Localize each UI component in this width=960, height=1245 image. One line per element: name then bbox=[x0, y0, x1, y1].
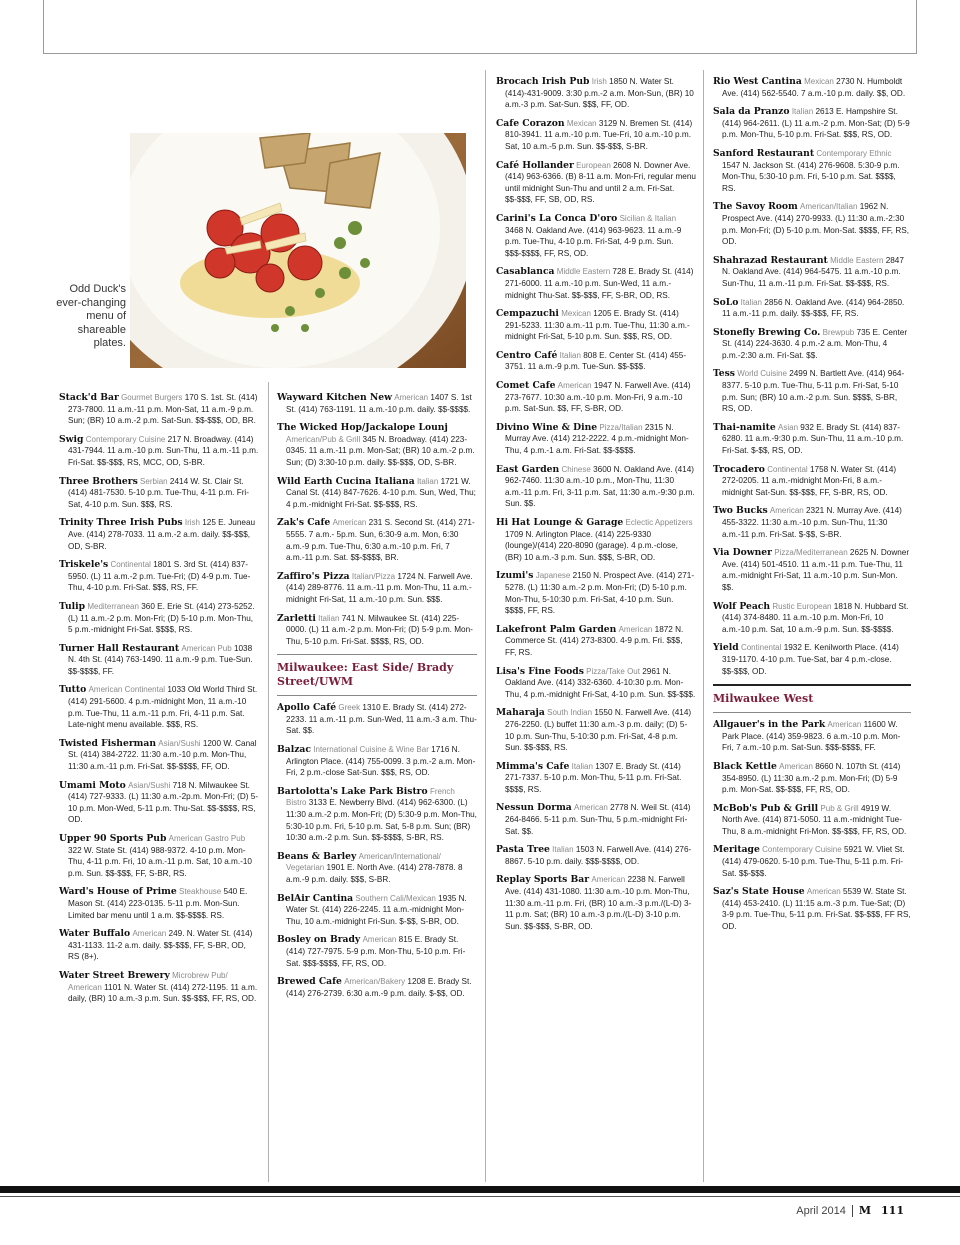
restaurant-name: Thai-namite bbox=[713, 421, 776, 433]
restaurant-details: 217 N. Broadway. (414) 431-7944. 11 a.m.-10 p.m. Sun-Thu, 11 a.m.-11 p.m. Fri-Sat. $$-$$$, RS, MCC, OD, S-BR. bbox=[68, 434, 259, 467]
restaurant-entry bbox=[59, 517, 259, 552]
restaurant-name: Trinity Three Irish Pubs bbox=[59, 517, 183, 529]
restaurant-details: 360 E. Erie St. (414) 273-5252. (L) 11 a.m.-2 p.m. Mon-Fri; (D) 5-10 p.m. Mon-Thu, 5 p.m.-midnight Fri-Sat. $$$$, RS. bbox=[68, 601, 255, 635]
restaurant-category: American bbox=[827, 720, 862, 730]
restaurant-entry bbox=[496, 624, 696, 659]
restaurant-name: Zaffiro's Pizza bbox=[277, 570, 350, 582]
restaurant-name: Sanford Restaurant bbox=[713, 147, 815, 159]
restaurant-category: Sicilian & Italian bbox=[619, 213, 677, 223]
restaurant-entry bbox=[277, 392, 477, 415]
restaurant-details: 5921 W. Vliet St. (414) 479-0620. 5-10 p.m. Tue-Thu, 5-11 p.m. Fri-Sat. $$-$$$. bbox=[722, 845, 905, 878]
restaurant-category: Mediterranean bbox=[87, 601, 139, 611]
restaurant-entry bbox=[59, 780, 259, 826]
restaurant-category: Mexican bbox=[804, 77, 834, 86]
restaurant-category: Pizza/Take Out bbox=[586, 666, 640, 676]
restaurant-entry bbox=[496, 517, 696, 563]
column-rule-1 bbox=[268, 382, 269, 1182]
restaurant-entry bbox=[713, 886, 911, 932]
restaurant-details: 125 E. Juneau Ave. (414) 278-7033. 11 a.m.-2 a.m. daily. $$-$$$, OD, S-BR. bbox=[68, 518, 256, 551]
restaurant-entry bbox=[277, 422, 477, 468]
restaurant-name: Two Bucks bbox=[713, 505, 768, 517]
footer-magazine: M bbox=[858, 1204, 872, 1217]
restaurant-entry bbox=[496, 666, 696, 701]
restaurant-entry bbox=[713, 327, 911, 362]
restaurant-category: American bbox=[332, 518, 367, 528]
restaurant-details: 1962 N. Prospect Ave. (414) 270-9933. (L) 11:30 a.m.-2:30 p.m. Mon-Fri; (D) 5-10 p.m. Mon-Sat. $$$$, FF, RS, OD. bbox=[722, 202, 909, 247]
restaurant-category: Eclectic Appetizers bbox=[625, 518, 693, 527]
restaurant-name: BelAir Cantina bbox=[277, 892, 354, 904]
listing-column-1 bbox=[59, 392, 259, 1012]
restaurant-entry bbox=[59, 434, 259, 469]
restaurant-entry bbox=[59, 559, 259, 594]
restaurant-name: The Savoy Room bbox=[713, 201, 798, 213]
restaurant-category: American bbox=[132, 929, 167, 939]
restaurant-name: Nessun Dorma bbox=[496, 802, 572, 814]
restaurant-details: 815 E. Brady St. (414) 727-7975. 5-9 p.m. Mon-Thu, 5-10 p.m. Fri-Sat. $$$-$$$$, FF, RS, OD. bbox=[286, 935, 466, 968]
column-rule-3 bbox=[703, 70, 704, 1182]
restaurant-name: Apollo Café bbox=[277, 702, 337, 714]
restaurant-details: 1709 N. Arlington Place. (414) 225-9330 (lounge)/(414) 220-8090 (garage). 4 p.m.-close, (BR) 10 a.m.-3 p.m. Sun. $$$, S-BR, OD. bbox=[505, 529, 678, 562]
restaurant-details: 540 E. Mason St. (414) 223-0135. 5-11 p.m. Mon-Sun. Limited bar menu until 1 a.m. $$-$$$$. RS. bbox=[68, 887, 248, 920]
section-heading-west: Milwaukee West bbox=[713, 692, 814, 706]
restaurant-entry bbox=[496, 308, 696, 343]
restaurant-category: American bbox=[574, 803, 608, 813]
restaurant-details: 1205 E. Brady St. (414) 291-5233. 11:30 a.m.-11 p.m. Tue-Thu, 11:30 a.m.-midnight Fri-Sat, 5-10 p.m. Sun. $$$, RS, OD. bbox=[505, 309, 690, 342]
restaurant-details: 1407 S. 1st St. (414) 763-1191. 11 a.m.-10 p.m. daily. $$-$$$$. bbox=[286, 393, 472, 414]
restaurant-category: Irish bbox=[591, 77, 607, 86]
page-number: 111 bbox=[881, 1204, 904, 1217]
restaurant-entry bbox=[496, 874, 696, 932]
restaurant-category: American/Italian bbox=[800, 202, 858, 212]
restaurant-name: Rio West Cantina bbox=[713, 76, 802, 87]
restaurant-entry bbox=[496, 213, 696, 259]
restaurant-details: 2847 N. Oakland Ave. (414) 964-5475. 11 a.m.-10 p.m. Sun-Thu, 11 a.m.-11 p.m. Fri-Sat. $$-$$$, RS. bbox=[722, 255, 904, 288]
restaurant-name: Shahrazad Restaurant bbox=[713, 254, 828, 266]
restaurant-entry bbox=[713, 76, 911, 99]
restaurant-category: Southern Cali/Mexican bbox=[355, 893, 436, 903]
restaurant-entry bbox=[59, 392, 259, 427]
restaurant-entry bbox=[496, 76, 696, 111]
restaurant-details: 4919 W. North Ave. (414) 871-5050. 11 a.m.-midnight Tue-Thu, 8 a.m.-midnight Fri-Mon. $$-$$$, FF, RS, OD. bbox=[722, 803, 907, 836]
restaurant-name: Yield bbox=[713, 642, 739, 654]
restaurant-details: 1935 N. Water St. (414) 226-2245. 11 a.m.-midnight Mon-Thu, 10 a.m.-midnight Fri-Sun. $-$$, S-BR, OD. bbox=[286, 893, 467, 926]
section-divider bbox=[277, 654, 477, 655]
restaurant-entry bbox=[496, 118, 696, 153]
restaurant-entry bbox=[277, 571, 477, 606]
restaurant-entry bbox=[713, 844, 911, 879]
restaurant-details: 345 N. Broadway. (414) 223-0345. 11 a.m.-11 p.m. Mon-Sat; (BR) 10 a.m.-2 p.m. Sun; (D) 3:30-10 p.m. daily. $$-$$$, OD, S-BR. bbox=[286, 434, 475, 467]
restaurant-entry bbox=[713, 297, 911, 320]
restaurant-name: Carini's La Conca D'oro bbox=[496, 212, 618, 224]
restaurant-details: 5539 W. State St. (414) 453-2410. (L) 11:15 a.m.-3 p.m. Tue-Sat; (D) 3-9 p.m. Tue-Thu, 5-11 p.m. Fri-Sat. $$-$$$, FF RS, OD. bbox=[722, 887, 911, 932]
restaurant-category: Contemporary Cuisine bbox=[85, 434, 166, 444]
restaurant-entry bbox=[496, 350, 696, 373]
restaurant-details: 735 E. Center St. (414) 224-3630. 4 p.m.-2 a.m. Mon-Thu, 4 p.m.-2:30 a.m. Fri-Sat. $$. bbox=[722, 327, 908, 360]
restaurant-details: 718 N. Milwaukee St. (414) 727-9333. (L) 11:30 a.m.-2p.m. Mon-Fri; (D) 5-10 p.m. Mon-Wed, 5-11 p.m. Thu-Sat. $$-$$$$, RS, OD. bbox=[68, 780, 259, 825]
restaurant-details: 1101 N. Water St. (414) 272-1195. 11 a.m. daily, (BR) 10 a.m.-3 p.m. Sun. $$-$$$, FF, RS, OD. bbox=[68, 982, 258, 1004]
restaurant-name: Brewed Cafe bbox=[277, 976, 342, 988]
restaurant-category: French Bistro bbox=[286, 786, 455, 808]
footer-bar bbox=[0, 1186, 960, 1193]
restaurant-name: Brocach Irish Pub bbox=[496, 76, 590, 87]
restaurant-entry bbox=[713, 547, 911, 593]
restaurant-category: Middle Eastern bbox=[556, 267, 611, 277]
restaurant-name: Ward's House of Prime bbox=[59, 886, 177, 898]
restaurant-category: Pizza/Italian bbox=[599, 422, 643, 432]
footer-separator bbox=[852, 1205, 853, 1217]
restaurant-category: American/International/ Vegetarian bbox=[286, 851, 441, 873]
restaurant-name: Zarletti bbox=[277, 612, 316, 624]
restaurant-category: American bbox=[806, 887, 841, 897]
restaurant-entry bbox=[713, 255, 911, 290]
restaurant-entry bbox=[277, 934, 477, 969]
restaurant-name: Three Brothers bbox=[59, 475, 138, 487]
restaurant-entry bbox=[277, 517, 477, 563]
restaurant-details: 1033 Old World Third St. (414) 291-5600. 4 p.m.-midnight Mon, 11 a.m.-10 p.m. Tue-Thu, 11 a.m.-11 p.m. Fri, 4-11 p.m. Sat. Late-night menu available. $$$, RS. bbox=[68, 685, 258, 730]
page-footer bbox=[796, 1204, 904, 1217]
restaurant-details: 2856 N. Oakland Ave. (414) 964-2850. 11 a.m.-11 p.m. daily. $$-$$$, FF, RS. bbox=[722, 297, 905, 319]
restaurant-details: 1872 N. Commerce St. (414) 273-8300. 4-9 p.m. Fri. $$$, FF, RS. bbox=[505, 624, 684, 657]
restaurant-details: 1850 N. Water St. (414)-431-9009. 3:30 p.m.-2 a.m. Mon-Sun, (BR) 10 a.m.-3 p.m. Sat-Sun. $$$, FF, OD. bbox=[505, 77, 694, 110]
restaurant-category: Asian bbox=[778, 422, 799, 432]
restaurant-details: 2321 N. Murray Ave. (414) 455-3322. 11:30 a.m.-10 p.m. Sun-Thu, 11:30 a.m.-11 p.m. Fri-Sat. $-$$, S-BR. bbox=[722, 506, 902, 539]
restaurant-details: 1901 E. North Ave. (414) 278-7878. 8 a.m.-9 p.m. daily. $$$, S-BR. bbox=[286, 863, 463, 884]
restaurant-name: Casablanca bbox=[496, 266, 555, 278]
restaurant-entry bbox=[713, 106, 911, 141]
restaurant-category: Chinese bbox=[561, 464, 591, 474]
restaurant-entry bbox=[59, 833, 259, 879]
photo-caption: Odd Duck's ever-changing menu of shareable plates. bbox=[56, 283, 126, 349]
frame-line-right bbox=[916, 0, 917, 54]
section-divider bbox=[713, 684, 911, 686]
restaurant-details: 1716 N. Arlington Place. (414) 755-0099. 3 p.m.-2 a.m. Mon-Fri, 2 p.m.-close Sat-Sun. $$$, RS, OD. bbox=[286, 745, 476, 778]
restaurant-name: Stonefly Brewing Co. bbox=[713, 326, 821, 338]
restaurant-name: East Garden bbox=[496, 463, 560, 475]
restaurant-name: Café Hollander bbox=[496, 159, 574, 171]
food-photo bbox=[130, 133, 466, 368]
restaurant-name: Sala da Pranzo bbox=[713, 106, 790, 118]
restaurant-details: 2730 N. Humboldt Ave. (414) 562-5540. 7 a.m.-10 p.m. daily. $$, OD. bbox=[722, 77, 906, 98]
restaurant-details: 3129 N. Bremen St. (414) 810-3941. 11 a.m.-10 p.m. Tue-Fri, 10 a.m.-10 p.m. Sat, 10 a.m.-5 p.m. Sun. $$-$$$, S-BR. bbox=[505, 118, 693, 151]
restaurant-category: European bbox=[576, 160, 611, 170]
column-rule-2 bbox=[485, 70, 486, 1182]
restaurant-name: Mimma's Cafe bbox=[496, 760, 570, 772]
restaurant-category: Brewpub bbox=[822, 327, 855, 337]
restaurant-details: 2150 N. Prospect Ave. (414) 271-5278. (L) 11:30 a.m.-2 p.m. Mon-Fri; (D) 5-10 p.m. Mon-Thu, 5-10:30 p.m. Fri-Sat, 4-10 p.m. Sun. $$$$, FF, RS. bbox=[505, 571, 695, 616]
restaurant-name: Cempazuchi bbox=[496, 308, 559, 320]
restaurant-details: 249. N. Water St. (414) 431-1133. 11-2 a.m. daily. $$-$$$, FF, S-BR, OD, RS (8+). bbox=[68, 929, 253, 962]
restaurant-entry bbox=[496, 761, 696, 796]
restaurant-category: Pub & Grill bbox=[820, 803, 859, 813]
restaurant-category: Mexican bbox=[566, 118, 597, 128]
restaurant-name: McBob's Pub & Grill bbox=[713, 802, 819, 814]
restaurant-name: Divino Wine & Dine bbox=[496, 421, 598, 433]
restaurant-category: American/Bakery bbox=[344, 977, 406, 987]
restaurant-entry bbox=[713, 368, 911, 414]
restaurant-category: Italian bbox=[416, 476, 439, 486]
restaurant-name: Zak's Cafe bbox=[277, 517, 331, 529]
restaurant-entry bbox=[496, 160, 696, 206]
frame-line-top bbox=[43, 53, 917, 54]
section-divider bbox=[277, 695, 477, 696]
restaurant-entry bbox=[496, 266, 696, 301]
restaurant-entry bbox=[713, 505, 911, 540]
restaurant-category: American bbox=[779, 761, 813, 771]
restaurant-name: Triskele's bbox=[59, 559, 109, 571]
restaurant-details: 1818 N. Hubbard St. (414) 374-8480. 11 a.m.-10 p.m. Mon-Fri, 10 a.m.-10 p.m. Sat, 10 a.m.-9 p.m. Sun. $$-$$$$. bbox=[722, 601, 909, 634]
restaurant-category: Asian/Sushi bbox=[158, 738, 201, 748]
frame-line-left bbox=[43, 0, 44, 54]
restaurant-category: Gourmet Burgers bbox=[121, 393, 183, 402]
restaurant-details: 1550 N. Farwell Ave. (414) 276-2250. (L) buffet 11:30 a.m.-3 p.m. daily; (D) 5-10 p.m. Sun-Thu, 5-10:30 p.m. Fri-Sat, 4-8 p.m. Sun. $$-$$$, RS. bbox=[505, 708, 692, 753]
restaurant-name: Bartolotta's Lake Park Bistro bbox=[277, 785, 428, 797]
restaurant-category: American/Pub & Grill bbox=[286, 434, 361, 444]
restaurant-entry bbox=[496, 422, 696, 457]
restaurant-entry bbox=[59, 643, 259, 678]
restaurant-details: 1721 W. Canal St. (414) 847-7626. 4-10 p.m. Sun, Wed, Thu; 4 p.m.-midnight Fri-Sat. $$-$$$, RS. bbox=[286, 476, 476, 509]
restaurant-details: 1200 W. Canal St. (414) 384-2722. 11:30 a.m.-10 p.m. Mon-Thu, 11:30 a.m.-11 p.m. Fri-Sat. $$-$$$$, FF, OD. bbox=[68, 738, 257, 772]
restaurant-category: Italian bbox=[740, 297, 762, 307]
restaurant-details: 741 N. Milwaukee St. (414) 225-0000. (L) 11 a.m.-2 p.m. Mon-Fri; (D) 5-9 p.m. Mon-Thu, 5-10 p.m. Fri-Sat. $$$$, RS, OD. bbox=[286, 613, 473, 646]
restaurant-category: Contemporary Cuisine bbox=[762, 845, 842, 855]
restaurant-category: American bbox=[618, 624, 653, 634]
restaurant-category: American bbox=[394, 393, 429, 402]
restaurant-category: American Gastro Pub bbox=[168, 834, 246, 843]
restaurant-details: 932 E. Brady St. (414) 837-6280. 11 a.m.-9:30 p.m. Sun-Thu, 11 a.m.-10 p.m. Fri-Sat. $-$$, RS, OD. bbox=[722, 422, 904, 456]
footer-rule bbox=[0, 1196, 960, 1197]
restaurant-category: Asian/Sushi bbox=[128, 780, 171, 790]
restaurant-entry bbox=[59, 738, 259, 773]
restaurant-name: Water Street Brewery bbox=[59, 969, 170, 981]
restaurant-name: Twisted Fisherman bbox=[59, 737, 157, 749]
restaurant-category: American bbox=[769, 506, 804, 516]
restaurant-name: Tutto bbox=[59, 684, 87, 696]
restaurant-details: 1208 E. Brady St. (414) 276-2739. 6:30 a.m.-9 p.m. daily. $-$$, OD. bbox=[286, 977, 472, 998]
restaurant-details: 170 S. 1st. St. (414) 273-7800. 11 a.m.-11 p.m. Mon-Sat, 11 a.m.-9 p.m. Sun; (BR) 10 a.m.-2 p.m. Sat-Sun. $$-$$$, OD, BR. bbox=[68, 393, 258, 426]
restaurant-details: 3133 E. Newberry Blvd. (414) 962-6300. (L) 11:30 a.m.-2 p.m. Mon-Fri; (D) 5:30-9 p.m. Mon-Thu, 5:30-10 p.m. Fri, 5-10 p.m. Sat, 5-8 p.m. Sun; (BR) 10:30 a.m.-2 p.m. Sun. $$-$$$$, S-BR, RS. bbox=[286, 798, 477, 843]
section-divider bbox=[713, 712, 911, 713]
restaurant-name: Wayward Kitchen New bbox=[277, 392, 393, 403]
restaurant-name: Allgauer's in the Park bbox=[713, 719, 826, 731]
restaurant-entry bbox=[713, 761, 911, 796]
restaurant-entry bbox=[277, 851, 477, 886]
restaurant-category: Contemporary Ethnic bbox=[816, 148, 892, 158]
restaurant-entry bbox=[496, 844, 696, 867]
restaurant-name: Swig bbox=[59, 433, 84, 445]
restaurant-entry bbox=[496, 380, 696, 415]
restaurant-entry bbox=[277, 893, 477, 928]
restaurant-entry bbox=[496, 464, 696, 510]
restaurant-category: Irish bbox=[184, 518, 200, 528]
restaurant-details: 1038 N. 4th St. (414) 763-1490. 11 a.m.-9 p.m. Tue-Sun. $$-$$$$, FF. bbox=[68, 643, 253, 676]
restaurant-category: American bbox=[591, 875, 626, 885]
restaurant-name: Bosley on Brady bbox=[277, 934, 361, 946]
restaurant-name: Pasta Tree bbox=[496, 844, 550, 856]
restaurant-category: South Indian bbox=[547, 708, 593, 718]
restaurant-details: 2499 N. Bartlett Ave. (414) 964-8377. 5-10 p.m. Tue-Thu, 5-11 p.m. Fri-Sat, 5-10 p.m. Sun; (BR) 10 a.m.-2 p.m. Sun. $$$$, S-BR, RS, OD. bbox=[722, 369, 905, 414]
restaurant-category: Greek bbox=[338, 703, 361, 713]
restaurant-entry bbox=[59, 684, 259, 730]
restaurant-details: 1947 N. Farwell Ave. (414) 273-7677. 10:30 a.m.-10 p.m. Mon-Fri, 9 a.m.-10 p.m. Sat-Sun. $$, FF, S-BR, OD. bbox=[505, 381, 691, 414]
restaurant-name: Beans & Barley bbox=[277, 850, 357, 862]
restaurant-category: Japanese bbox=[535, 571, 571, 581]
restaurant-entry bbox=[277, 613, 477, 648]
restaurant-category: Rustic European bbox=[772, 601, 832, 611]
listing-column-3 bbox=[496, 76, 696, 939]
restaurant-entry bbox=[713, 803, 911, 838]
restaurant-entry bbox=[713, 642, 911, 677]
restaurant-entry bbox=[59, 476, 259, 511]
restaurant-name: Centro Café bbox=[496, 349, 558, 361]
restaurant-entry bbox=[713, 422, 911, 457]
restaurant-name: SoLo bbox=[713, 296, 739, 308]
restaurant-name: Comet Cafe bbox=[496, 380, 556, 392]
restaurant-details: 11600 W. Park Place. (414) 359-9823. 6 a.m.-10 p.m. Mon-Fri, 7 a.m.-10 p.m. Sat-Sun. $$$-$$$$, FF. bbox=[722, 720, 901, 753]
restaurant-name: Trocadero bbox=[713, 463, 765, 475]
restaurant-entry bbox=[496, 707, 696, 753]
restaurant-entry bbox=[713, 464, 911, 499]
restaurant-category: Middle Eastern bbox=[830, 255, 884, 265]
restaurant-name: Cafe Corazon bbox=[496, 117, 565, 129]
listing-column-4 bbox=[713, 76, 911, 940]
footer-month: April 2014 bbox=[796, 1205, 846, 1217]
restaurant-name: Meritage bbox=[713, 844, 760, 856]
restaurant-name: Umami Moto bbox=[59, 779, 126, 791]
restaurant-entry bbox=[59, 886, 259, 921]
restaurant-category: Italian/Pizza bbox=[351, 571, 396, 581]
restaurant-details: 2608 N. Downer Ave. (414) 963-6366. (B) 8-11 a.m. Mon-Fri, regular menu until midnight Sun-Thu and until 2 a.m. Fri-Sat. $$-$$$, FF, SB, OD, RS. bbox=[505, 160, 696, 205]
restaurant-name: Black Kettle bbox=[713, 760, 777, 772]
restaurant-name: Water Buffalo bbox=[59, 928, 131, 940]
restaurant-entry bbox=[59, 601, 259, 636]
restaurant-entry bbox=[277, 744, 477, 779]
restaurant-category: Continental bbox=[740, 643, 782, 653]
restaurant-category: International Cuisine & Wine Bar bbox=[313, 745, 429, 755]
restaurant-entry bbox=[277, 976, 477, 999]
restaurant-details: 2315 N. Murray Ave. (414) 212-2222. 4 p.m.-midnight Mon-Thu, 4 p.m.-1 a.m. Fri-Sat. $$-$$$$. bbox=[505, 422, 689, 456]
restaurant-name: Stack'd Bar bbox=[59, 392, 119, 403]
restaurant-name: The Wicked Hop/Jackalope Lounj bbox=[277, 422, 448, 434]
restaurant-entry bbox=[496, 802, 696, 837]
restaurant-entry bbox=[277, 702, 477, 737]
restaurant-name: Replay Sports Bar bbox=[496, 874, 590, 886]
restaurant-entry bbox=[59, 970, 259, 1005]
restaurant-details: 1932 E. Kenilworth Place. (414) 319-1170. 4-10 p.m. Tue-Sat, bar 4 p.m.-close. $$-$$$, OD. bbox=[722, 643, 899, 676]
restaurant-name: Saz's State House bbox=[713, 886, 805, 898]
restaurant-details: 2625 N. Downer Ave. (414) 501-4510. 11 a.m.-11 p.m. Tue-Thu, 11 a.m.-midnight Fri-Sat, 11 a.m.-10 p.m. Sun-Mon. $$. bbox=[722, 548, 910, 592]
restaurant-details: 1503 N. Farwell Ave. (414) 276-8867. 5-10 p.m. daily. $$$-$$$$, OD. bbox=[505, 845, 692, 866]
restaurant-details: 1724 N. Farwell Ave. (414) 289-8776. 11 a.m.-11 p.m. Mon-Thu, 11 a.m.-midnight Fri-Sat, 11 a.m.-10 p.m. Sun. $$$. bbox=[286, 571, 473, 604]
restaurant-name: Wolf Peach bbox=[713, 600, 771, 612]
restaurant-category: American Pub bbox=[181, 643, 232, 653]
restaurant-name: Upper 90 Sports Pub bbox=[59, 833, 167, 844]
restaurant-details: 3468 N. Oakland Ave. (414) 963-9623. 11 a.m.-9 p.m. Tue-Thu, 4-10 p.m. Fri-Sat, 4-9 p.m. Sun. $$$-$$$$, FF, RS, OD. bbox=[505, 225, 682, 258]
restaurant-details: 1801 S. 3rd St. (414) 837-5950. (L) 11 a.m.-2 p.m. Tue-Fri; (D) 4-9 p.m. Tue-Thu, 4-10 p.m. Fri-Sat. $$$, RS, FF. bbox=[68, 560, 251, 593]
restaurant-entry bbox=[277, 476, 477, 511]
restaurant-name: Maharaja bbox=[496, 707, 545, 719]
restaurant-name: Hi Hat Lounge & Garage bbox=[496, 517, 624, 528]
restaurant-details: 2613 E. Hampshire St. (414) 964-2611. (L) 11 a.m.-2 p.m. Mon-Sat; (D) 5-9 p.m. Mon-Thu, 5-10 p.m. Fri-Sat. $$$, RS, OD. bbox=[722, 107, 910, 140]
restaurant-details: 728 E. Brady St. (414) 271-6000. 11 a.m.-10 p.m. Sun-Wed, 11 a.m.-midnight Thu-Sat. $$-$$$, FF, S-BR, OD, RS. bbox=[505, 267, 694, 300]
restaurant-name: Balzac bbox=[277, 744, 311, 756]
restaurant-category: Steakhouse bbox=[179, 887, 222, 897]
restaurant-details: 808 E. Center St. (414) 455-3751. 11 a.m.-9 p.m. Tue-Sun. $$-$$$. bbox=[505, 350, 687, 372]
restaurant-category: Continental bbox=[767, 464, 808, 474]
restaurant-name: Wild Earth Cucina Italiana bbox=[277, 475, 415, 487]
restaurant-category: Mexican bbox=[561, 309, 591, 319]
restaurant-entry bbox=[713, 148, 911, 194]
restaurant-category: Italian bbox=[552, 845, 574, 855]
restaurant-details: 1310 E. Brady St. (414) 272-2233. 11 a.m.-11 p.m. Sun-Wed, 11 a.m.-3 a.m. Thu-Sat. $$. bbox=[286, 703, 477, 736]
restaurant-details: 3600 N. Oakland Ave. (414) 962-7460. 11:30 a.m.-10 p.m., Mon-Thu, 11:30 a.m.-11 p.m. Fri, 3-11 p.m. Sat, 11:30 a.m.-9:30 p.m. Sun. $$. bbox=[505, 464, 695, 509]
restaurant-name: Tulip bbox=[59, 600, 86, 612]
restaurant-category: Italian bbox=[318, 613, 340, 623]
restaurant-details: 2414 W. St. Clair St. (414) 481-7530. 5-10 p.m. Tue-Thu, 4-11 p.m. Fri-Sat, 4-10 p.m. Sun. $$$, RS. bbox=[68, 476, 249, 509]
restaurant-entry bbox=[713, 719, 911, 754]
restaurant-category: American bbox=[557, 381, 592, 391]
restaurant-entry bbox=[713, 201, 911, 247]
restaurant-category: American Continental bbox=[88, 685, 166, 695]
listing-column-2 bbox=[277, 392, 477, 1006]
restaurant-entry bbox=[277, 786, 477, 844]
restaurant-entry bbox=[713, 601, 911, 636]
restaurant-details: 1307 E. Brady St. (414) 271-7337. 5-10 p.m. Mon-Thu, 5-11 p.m. Fri-Sat. $$$$, RS. bbox=[505, 761, 682, 794]
restaurant-details: 2778 N. Weil St. (414) 264-8466. 5-11 p.m. Sun-Thu, 5 p.m.-midnight Fri-Sat. $$. bbox=[505, 803, 691, 836]
restaurant-category: Italian bbox=[571, 761, 593, 771]
restaurant-details: 1758 N. Water St. (414) 272-0205. 11 a.m.-midnight Mon-Fri, 8 a.m.-midnight Sat-Sun. $$-$$$, FF, S-BR, RS, OD. bbox=[722, 464, 897, 497]
restaurant-name: Lakefront Palm Garden bbox=[496, 623, 617, 635]
food-photo-illustration bbox=[130, 133, 466, 368]
restaurant-name: Via Downer bbox=[713, 547, 772, 559]
restaurant-category: American bbox=[362, 935, 397, 945]
restaurant-name: Tess bbox=[713, 368, 735, 380]
restaurant-name: Turner Hall Restaurant bbox=[59, 642, 180, 654]
restaurant-details: 231 S. Second St. (414) 271-5555. 7 a.m.- 5p.m. Sun, 6:30-9 a.m. Mon, 6:30 a.m.-9 p.m. Tue-Thu, 6:30 a.m.-10 p.m. Fri, 7 a.m.-11 p.m. Sat. $$-$$$$, BR. bbox=[286, 518, 475, 563]
restaurant-category: Italian bbox=[791, 107, 814, 117]
restaurant-entry bbox=[59, 928, 259, 963]
restaurant-details: 8660 N. 107th St. (414) 354-8950. (L) 11:30 a.m.-2 p.m. Mon-Fri; (D) 5-9 p.m. Mon-Sat. $$-$$$, FF, RS, OD. bbox=[722, 761, 901, 795]
restaurant-details: 2961 N. Oakland Ave. (414) 332-6360. 4-10:30 p.m. Mon-Thu, 4 p.m.-midnight Fri-Sat, 4-10 p.m. Sun. $$-$$$. bbox=[505, 666, 696, 699]
restaurant-details: 2238 N. Farwell Ave. (414) 431-1080. 11:30 a.m.-10 p.m. Mon-Thu, 11:30 a.m.-11 p.m. Fri, (BR) 10 a.m.-3 p.m./(L-D) 3-11 p.m. Sat; (BR) 10 a.m.-3 p.m./(L-D) 3-10 p.m. Sun. $$-$$$, S-BR, OD. bbox=[505, 875, 692, 931]
restaurant-details: 1547 N. Jackson St. (414) 276-9608. 5:30-9 p.m. Mon-Thu, 5:30-10 p.m. Fri, 5-10 p.m. Sat. $$$$, RS. bbox=[722, 160, 900, 193]
restaurant-entry bbox=[496, 570, 696, 616]
restaurant-category: Serbian bbox=[140, 476, 168, 486]
restaurant-category: Italian bbox=[559, 350, 581, 360]
restaurant-category: Continental bbox=[110, 560, 151, 570]
section-heading-east-side: Milwaukee: East Side/ Brady Street/UWM bbox=[277, 661, 454, 689]
restaurant-category: Microbrew Pub/ American bbox=[68, 970, 228, 992]
restaurant-details: 322 W. State St. (414) 988-9372. 4-10 p.m. Mon-Thu, 4-11 p.m. Fri, 10 a.m.-11 p.m. Sat, 10 a.m.-10 p.m. Sun. $$-$$$, FF, S-BR, RS. bbox=[68, 845, 252, 878]
restaurant-category: World Cuisine bbox=[737, 369, 787, 379]
restaurant-name: Izumi's bbox=[496, 570, 534, 582]
restaurant-name: Lisa's Fine Foods bbox=[496, 665, 584, 677]
restaurant-category: Pizza/Mediterranean bbox=[774, 548, 848, 558]
